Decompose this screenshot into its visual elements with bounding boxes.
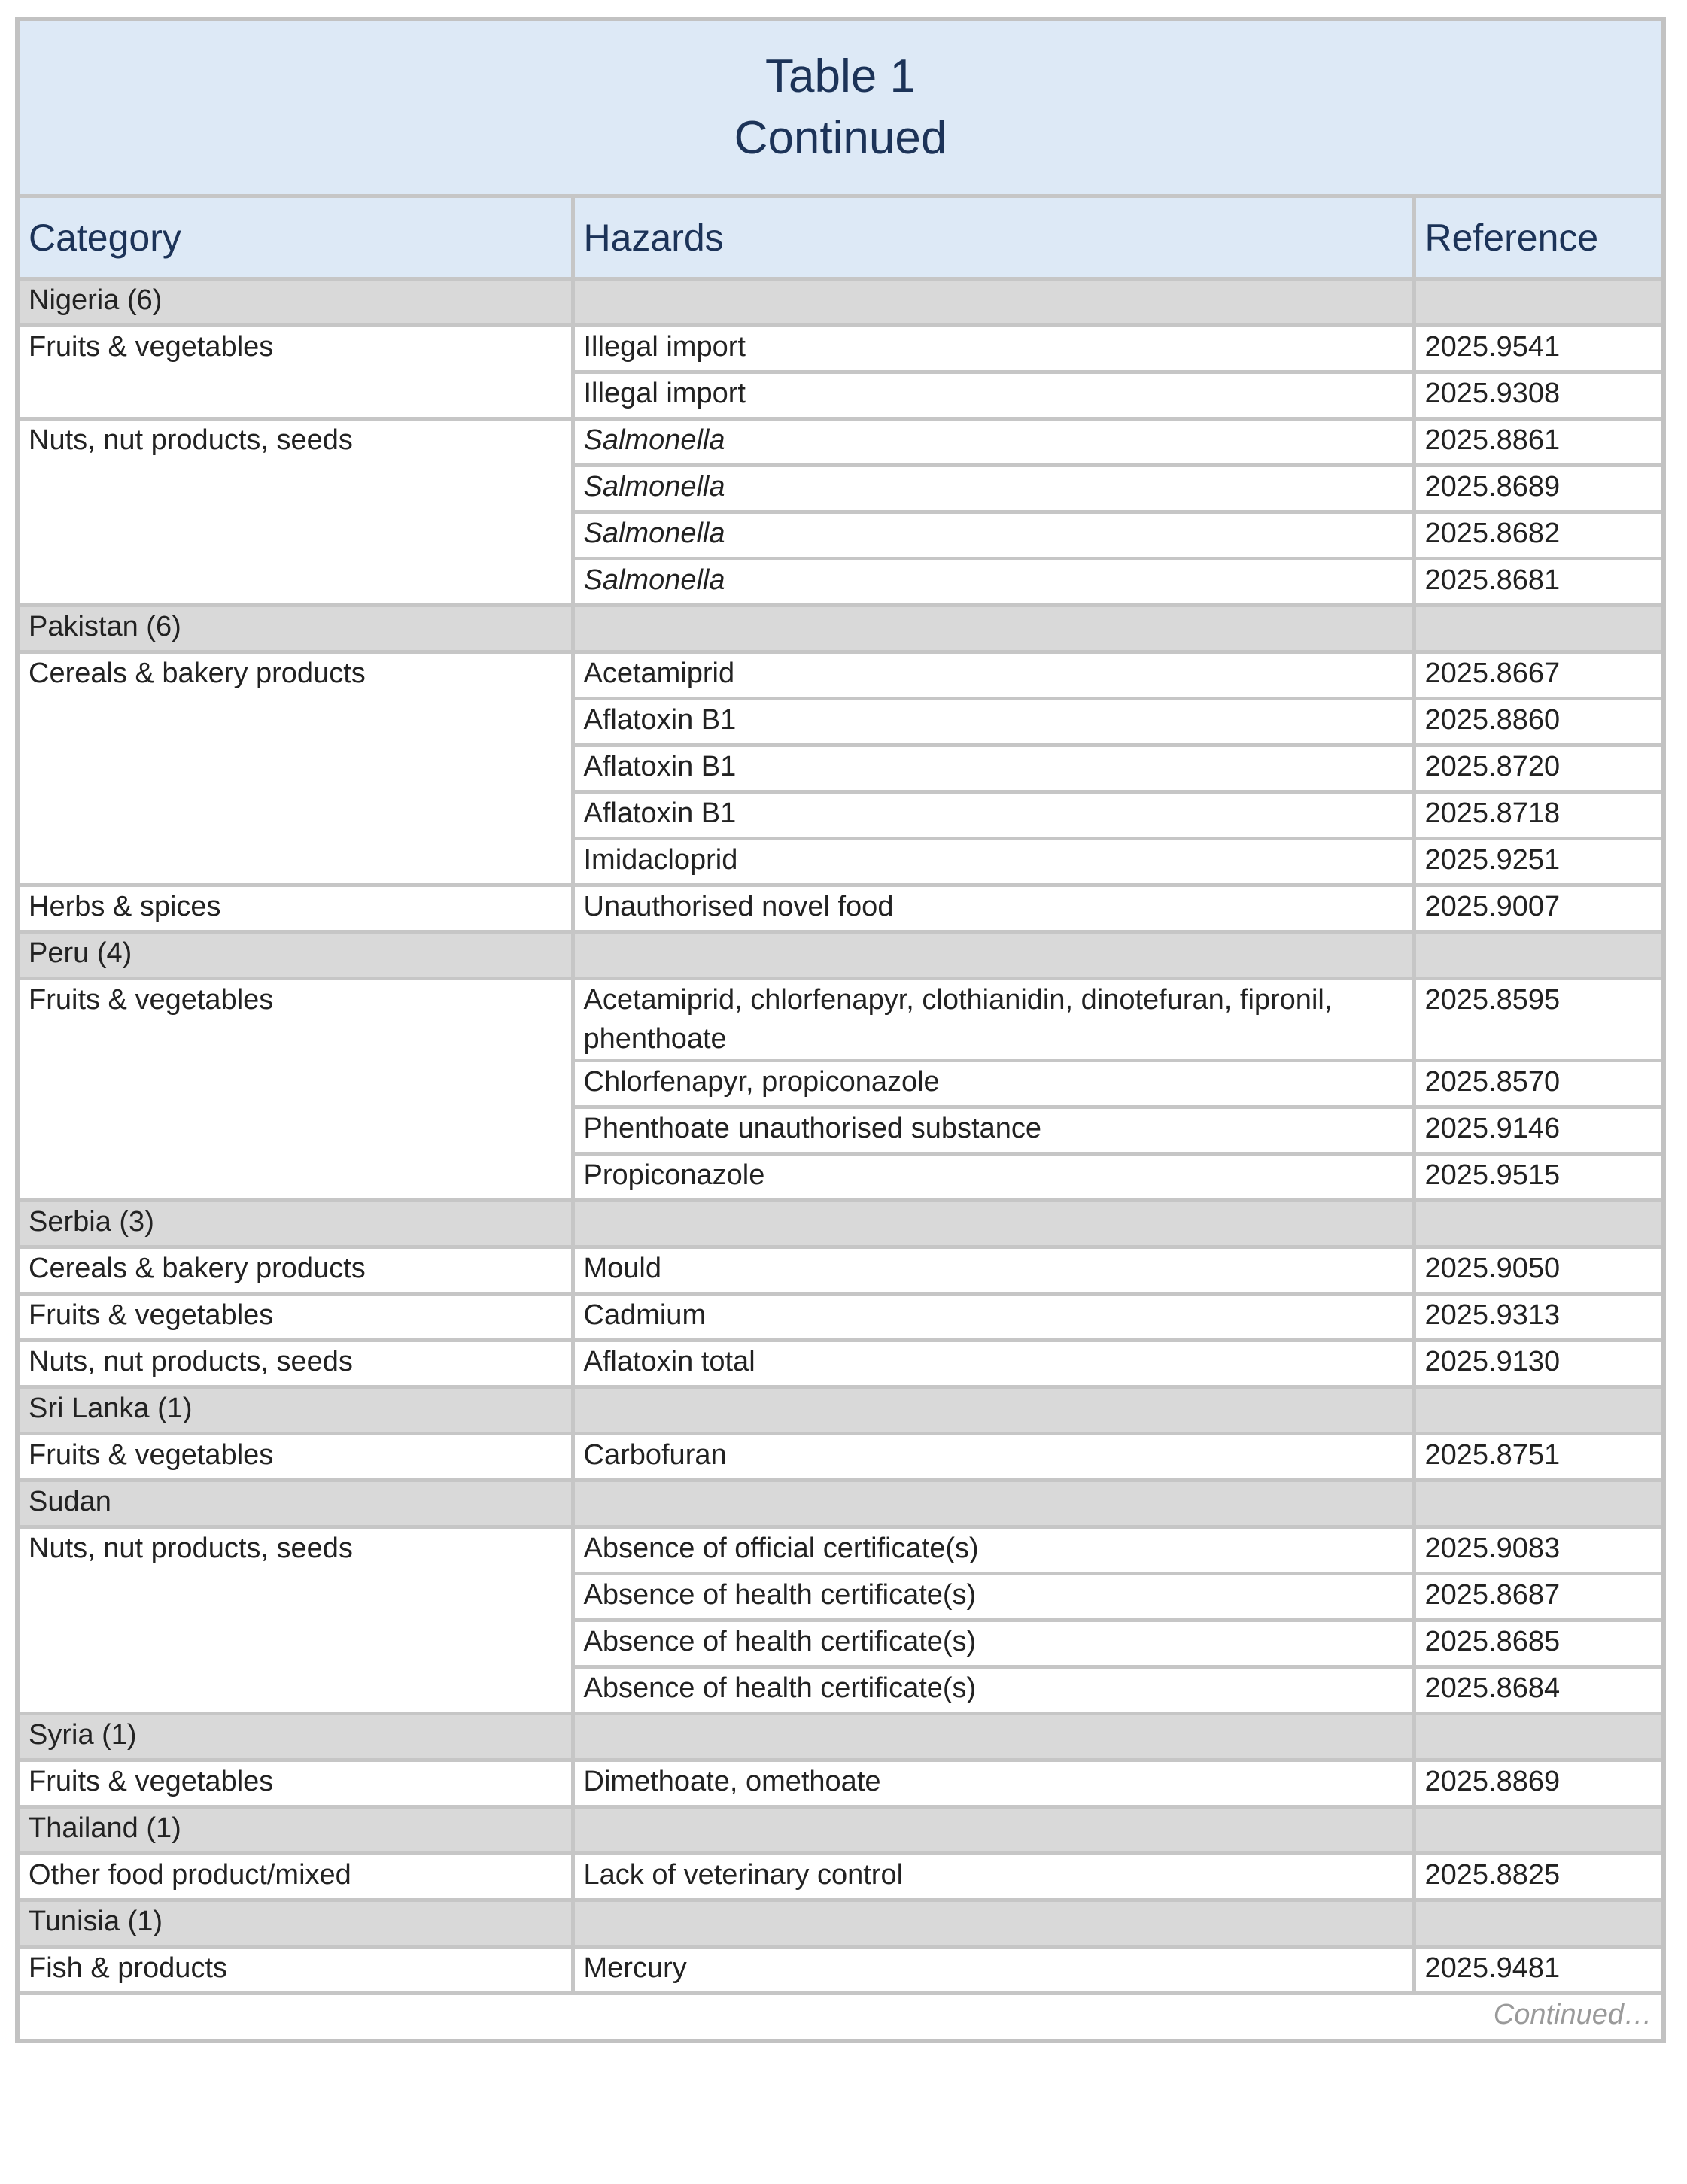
reference-cell: 2025.8687	[1414, 1574, 1664, 1621]
reference-cell: 2025.8685	[1414, 1621, 1664, 1667]
country-name: Sudan	[17, 1481, 573, 1527]
country-empty-cell	[1414, 1807, 1664, 1854]
country-row	[17, 279, 1664, 326]
reference-cell: 2025.9313	[1414, 1294, 1664, 1341]
table-row	[17, 1760, 1664, 1807]
table-row	[17, 979, 1664, 1061]
hazard-cell: Illegal import	[573, 372, 1414, 419]
table-header-row	[17, 196, 1664, 279]
hazard-cell: Imidacloprid	[573, 839, 1414, 885]
country-empty-cell	[573, 606, 1414, 652]
hazard-cell: Chlorfenapyr, propiconazole	[573, 1061, 1414, 1107]
hazard-cell: Absence of health certificate(s)	[573, 1667, 1414, 1714]
table-row	[17, 326, 1664, 372]
header-category: Category	[17, 196, 573, 279]
hazard-cell: Cadmium	[573, 1294, 1414, 1341]
country-name: Peru (4)	[17, 932, 573, 979]
country-name: Syria (1)	[17, 1714, 573, 1760]
reference-cell: 2025.9130	[1414, 1341, 1664, 1387]
table-row	[17, 419, 1664, 466]
header-reference: Reference	[1414, 196, 1664, 279]
hazard-cell: Acetamiprid, chlorfenapyr, clothianidin, dinotefuran, fipronil, phenthoate	[573, 979, 1414, 1061]
reference-cell: 2025.8860	[1414, 699, 1664, 746]
country-row	[17, 606, 1664, 652]
hazard-cell: Mould	[573, 1247, 1414, 1294]
reference-cell: 2025.8570	[1414, 1061, 1664, 1107]
reference-cell: 2025.9541	[1414, 326, 1664, 372]
reference-cell: 2025.8595	[1414, 979, 1664, 1061]
hazard-cell: Aflatoxin B1	[573, 699, 1414, 746]
reference-cell: 2025.9007	[1414, 885, 1664, 932]
country-empty-cell	[573, 1807, 1414, 1854]
country-row	[17, 1807, 1664, 1854]
category-cell: Cereals & bakery products	[17, 652, 573, 885]
hazard-cell: Acetamiprid	[573, 652, 1414, 699]
country-empty-cell	[1414, 1387, 1664, 1434]
country-empty-cell	[573, 1387, 1414, 1434]
hazard-cell: Propiconazole	[573, 1154, 1414, 1201]
table-row	[17, 1341, 1664, 1387]
country-empty-cell	[573, 1201, 1414, 1247]
table-title-line1: Table 1	[765, 50, 916, 102]
hazard-cell: Illegal import	[573, 326, 1414, 372]
reference-cell: 2025.8861	[1414, 419, 1664, 466]
country-name: Nigeria (6)	[17, 279, 573, 326]
hazard-cell: Absence of health certificate(s)	[573, 1621, 1414, 1667]
table-row	[17, 1854, 1664, 1900]
reference-cell: 2025.8684	[1414, 1667, 1664, 1714]
country-row	[17, 932, 1664, 979]
reference-cell: 2025.9308	[1414, 372, 1664, 419]
hazard-cell: Aflatoxin total	[573, 1341, 1414, 1387]
hazard-cell: Lack of veterinary control	[573, 1854, 1414, 1900]
table-row	[17, 1434, 1664, 1481]
country-row	[17, 1481, 1664, 1527]
table-row	[17, 1527, 1664, 1574]
country-row	[17, 1714, 1664, 1760]
country-empty-cell	[1414, 606, 1664, 652]
reference-cell: 2025.9050	[1414, 1247, 1664, 1294]
hazard-cell: Aflatoxin B1	[573, 792, 1414, 839]
continued-note: Continued…	[17, 1994, 1664, 2042]
category-cell: Fruits & vegetables	[17, 326, 573, 419]
reference-cell: 2025.9251	[1414, 839, 1664, 885]
reference-cell: 2025.9515	[1414, 1154, 1664, 1201]
country-empty-cell	[573, 1714, 1414, 1760]
country-name: Tunisia (1)	[17, 1900, 573, 1947]
category-cell: Fruits & vegetables	[17, 1434, 573, 1481]
table-row	[17, 885, 1664, 932]
country-row	[17, 1387, 1664, 1434]
table-title-line2: Continued	[734, 112, 947, 164]
hazard-cell: Carbofuran	[573, 1434, 1414, 1481]
table-row	[17, 1294, 1664, 1341]
reference-cell: 2025.8869	[1414, 1760, 1664, 1807]
table-row	[17, 1947, 1664, 1994]
reference-cell: 2025.9083	[1414, 1527, 1664, 1574]
hazard-cell: Phenthoate unauthorised substance	[573, 1107, 1414, 1154]
hazard-cell: Absence of official certificate(s)	[573, 1527, 1414, 1574]
hazard-cell: Salmonella	[573, 466, 1414, 512]
reference-cell: 2025.8667	[1414, 652, 1664, 699]
category-cell: Nuts, nut products, seeds	[17, 1527, 573, 1714]
country-row	[17, 1201, 1664, 1247]
country-name: Sri Lanka (1)	[17, 1387, 573, 1434]
country-empty-cell	[1414, 1481, 1664, 1527]
country-empty-cell	[573, 932, 1414, 979]
hazard-cell: Dimethoate, omethoate	[573, 1760, 1414, 1807]
table-row	[17, 1247, 1664, 1294]
reference-cell: 2025.8751	[1414, 1434, 1664, 1481]
category-cell: Fruits & vegetables	[17, 1294, 573, 1341]
country-empty-cell	[1414, 932, 1664, 979]
country-row	[17, 1900, 1664, 1947]
category-cell: Cereals & bakery products	[17, 1247, 573, 1294]
hazard-cell: Unauthorised novel food	[573, 885, 1414, 932]
header-hazards: Hazards	[573, 196, 1414, 279]
hazard-cell: Salmonella	[573, 512, 1414, 559]
country-empty-cell	[573, 279, 1414, 326]
reference-cell: 2025.8682	[1414, 512, 1664, 559]
category-cell: Nuts, nut products, seeds	[17, 1341, 573, 1387]
hazards-table	[15, 17, 1666, 2043]
reference-cell: 2025.8825	[1414, 1854, 1664, 1900]
category-cell: Fruits & vegetables	[17, 1760, 573, 1807]
category-cell: Other food product/mixed	[17, 1854, 573, 1900]
table-title-row	[17, 19, 1664, 196]
country-name: Thailand (1)	[17, 1807, 573, 1854]
country-empty-cell	[1414, 1201, 1664, 1247]
category-cell: Nuts, nut products, seeds	[17, 419, 573, 606]
hazard-cell: Absence of health certificate(s)	[573, 1574, 1414, 1621]
hazard-cell: Salmonella	[573, 419, 1414, 466]
country-empty-cell	[1414, 1900, 1664, 1947]
country-empty-cell	[1414, 279, 1664, 326]
category-cell: Herbs & spices	[17, 885, 573, 932]
hazard-cell: Salmonella	[573, 559, 1414, 606]
country-name: Pakistan (6)	[17, 606, 573, 652]
hazard-cell: Aflatoxin B1	[573, 746, 1414, 792]
reference-cell: 2025.8720	[1414, 746, 1664, 792]
country-empty-cell	[573, 1481, 1414, 1527]
country-empty-cell	[1414, 1714, 1664, 1760]
category-cell: Fish & products	[17, 1947, 573, 1994]
reference-cell: 2025.8689	[1414, 466, 1664, 512]
table-row	[17, 652, 1664, 699]
table-body	[17, 279, 1664, 1994]
hazard-cell: Mercury	[573, 1947, 1414, 1994]
country-empty-cell	[573, 1900, 1414, 1947]
reference-cell: 2025.8718	[1414, 792, 1664, 839]
table-footer-row	[17, 1994, 1664, 2042]
category-cell: Fruits & vegetables	[17, 979, 573, 1201]
reference-cell: 2025.9146	[1414, 1107, 1664, 1154]
reference-cell: 2025.9481	[1414, 1947, 1664, 1994]
country-name: Serbia (3)	[17, 1201, 573, 1247]
table-title	[17, 19, 1664, 196]
reference-cell: 2025.8681	[1414, 559, 1664, 606]
